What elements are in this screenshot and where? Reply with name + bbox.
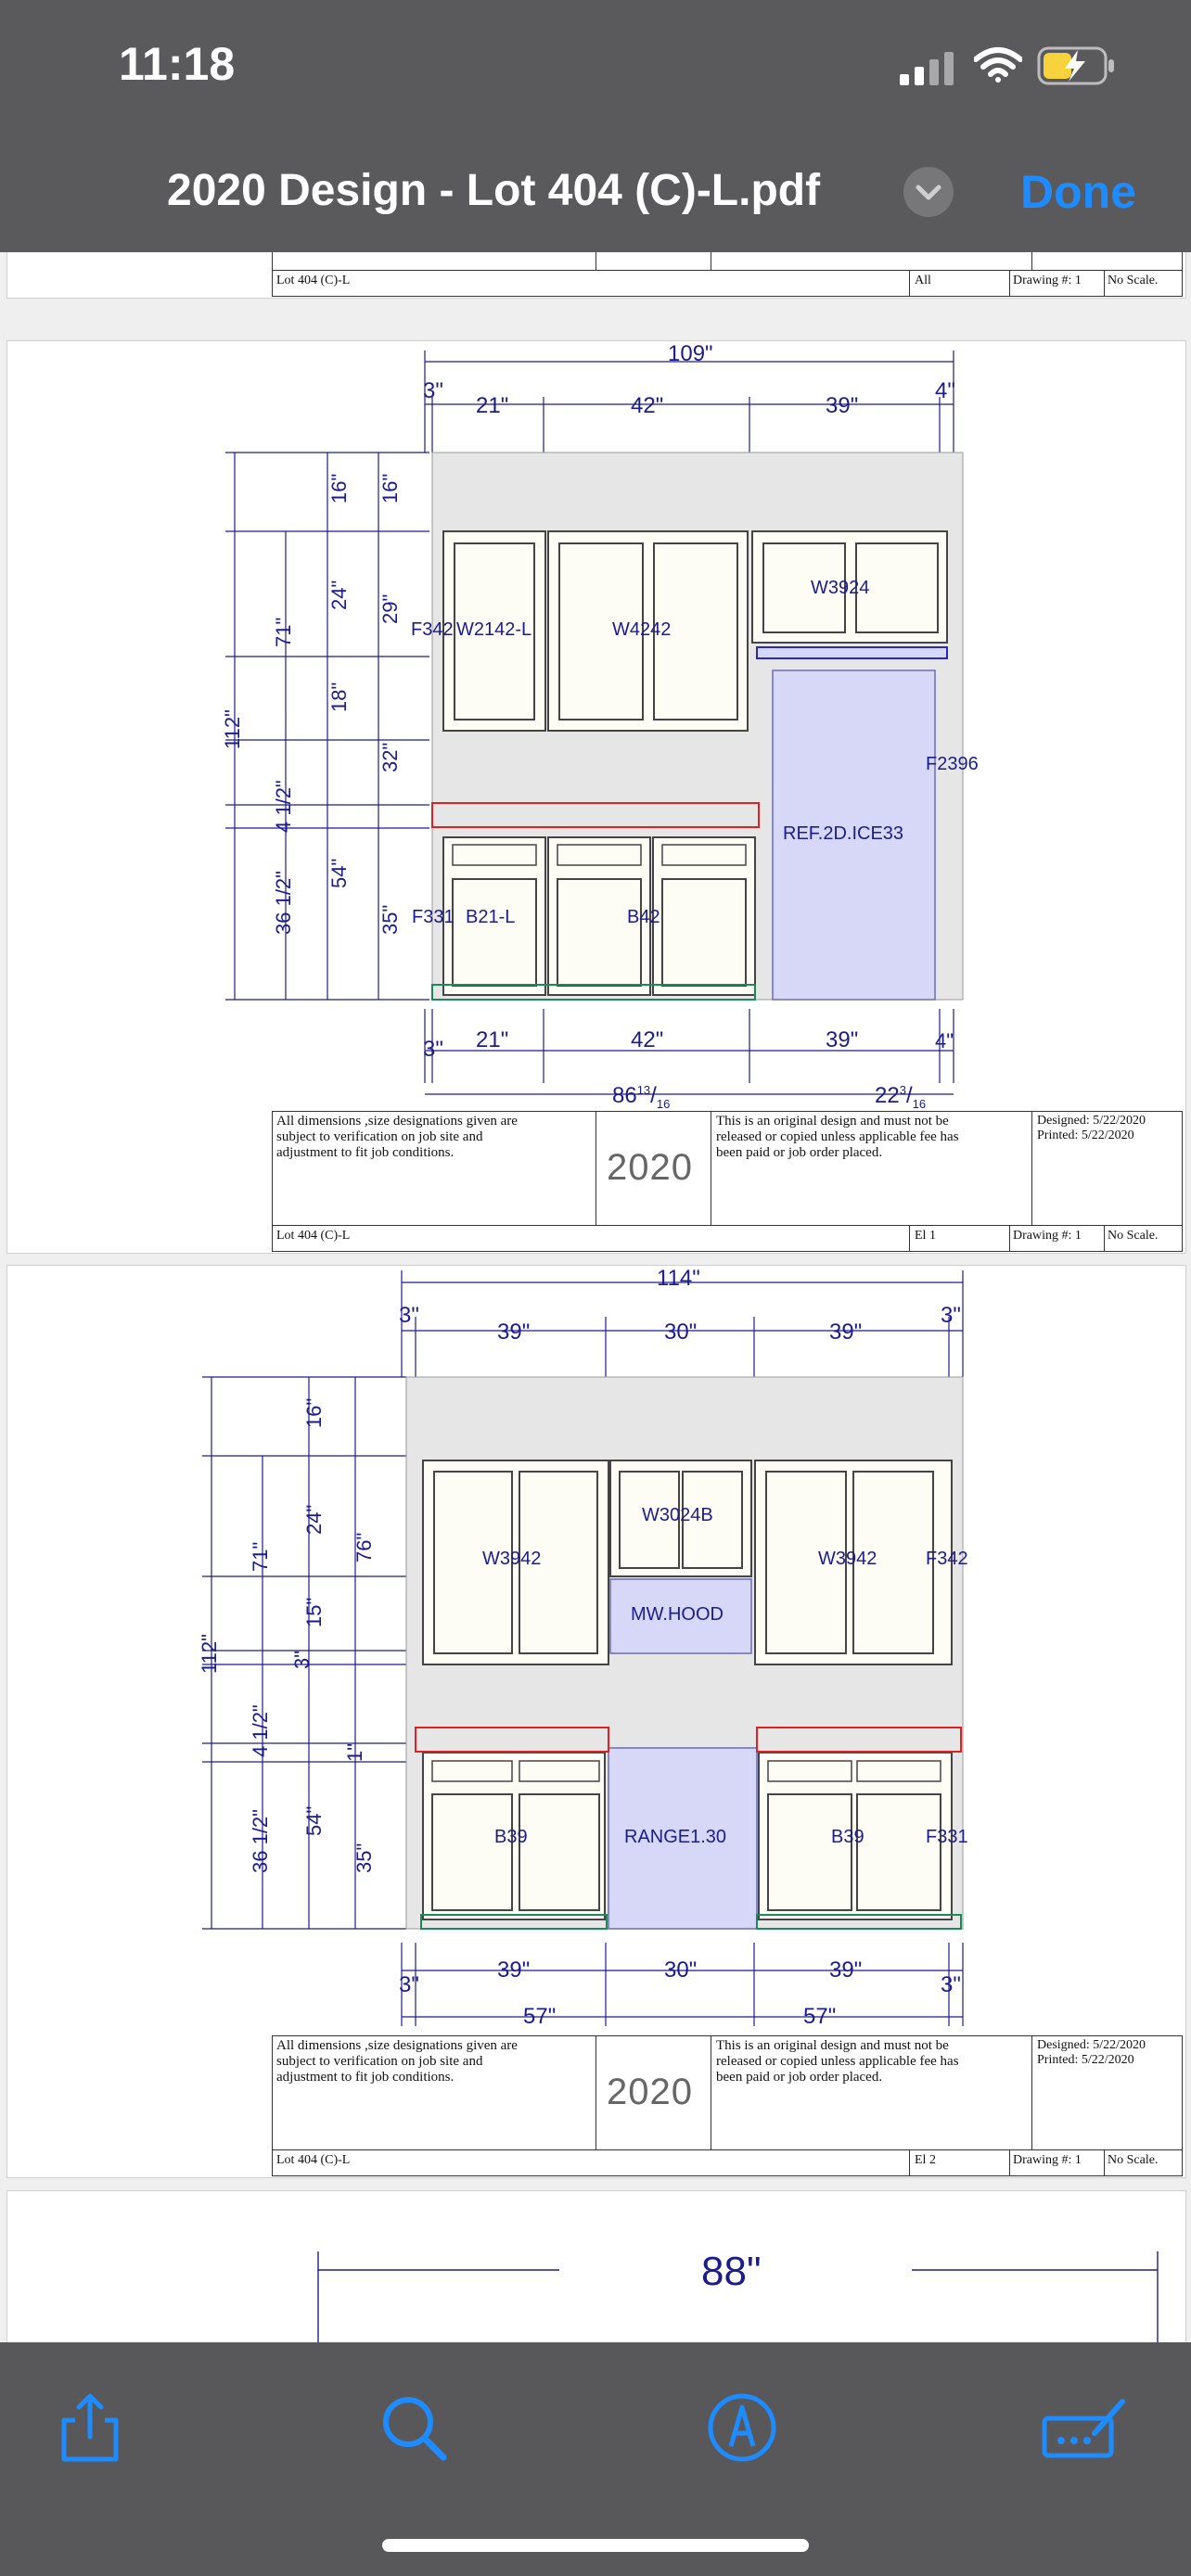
- bottom-toolbar: [0, 2342, 1191, 2576]
- bottom-dim-2: 39": [497, 1958, 531, 1983]
- elevation-3-drawing: [7, 2191, 1185, 2342]
- cabinet-label: W2142-L: [456, 619, 532, 640]
- printed-date: Printed: 5/22/2020: [1037, 1129, 1134, 1142]
- cabinet-label: B39: [831, 1827, 864, 1847]
- left-dim-24: 24": [327, 580, 351, 610]
- edge-dim-32: 32": [378, 742, 402, 772]
- share-icon: [51, 2389, 129, 2467]
- drawing-number: Drawing #: 1: [1013, 1229, 1082, 1243]
- left-dim-3: 3": [290, 1650, 314, 1669]
- left-dim-36-5: 36 1/2": [249, 1809, 272, 1873]
- cabinet-label: W3924: [811, 578, 870, 598]
- cabinet-label: B39: [494, 1827, 528, 1847]
- disclaimer-note: All dimensions ,size designations given are subject to verification on job site and adjustment to fit job conditions.: [276, 1114, 518, 1160]
- view-name: All: [915, 274, 931, 287]
- overall-width-dim: 109": [668, 341, 713, 366]
- markup-button[interactable]: [703, 2389, 781, 2467]
- original-design-note: This is an original design and must not be released or copied unless applicable fee has been paid or job order placed.: [716, 1114, 959, 1160]
- edge-dim-16: 16": [378, 473, 402, 504]
- bottom-dim-5: 4": [935, 1029, 954, 1052]
- bottom-total-2: $22^3/_{16}$: [875, 1083, 927, 1111]
- top-dim-5: 3": [941, 1303, 961, 1328]
- top-dim-4: 39": [826, 393, 859, 418]
- left-dim-18: 18": [327, 682, 351, 712]
- left-dim-24: 24": [302, 1504, 326, 1535]
- left-dim-4-5: 4 1/2": [249, 1704, 272, 1757]
- 2020-logo: 2020: [607, 2072, 693, 2112]
- cabinet-label: MW.HOOD: [631, 1604, 724, 1625]
- designed-date: Designed: 5/22/2020: [1037, 1114, 1146, 1128]
- bottom-dim-2: 21": [476, 1027, 509, 1052]
- cabinet-label: RANGE1.30: [624, 1827, 727, 1847]
- overall-width-dim: 114": [657, 1266, 700, 1291]
- nav-bar: [0, 139, 1191, 252]
- left-dim-112: 112": [221, 709, 244, 749]
- job-name: Lot 404 (C)-L: [276, 2153, 351, 2167]
- left-dim-4-5: 4 1/2": [272, 780, 295, 833]
- cabinet-label: F2396: [926, 754, 979, 774]
- signature-icon: [1039, 2389, 1132, 2467]
- left-dim-71: 71": [272, 617, 295, 647]
- title-block-partial: [272, 252, 1183, 297]
- overall-width-dim: 88": [701, 2249, 762, 2294]
- original-design-note: This is an original design and must not be released or copied unless applicable fee has been paid or job order placed.: [716, 2038, 959, 2085]
- cabinet-label: B42: [627, 907, 660, 927]
- cabinet-label: REF.2D.ICE33: [783, 823, 904, 844]
- cabinet-label: W3942: [482, 1549, 542, 1569]
- chevron-down-icon: [903, 167, 954, 217]
- home-indicator[interactable]: [382, 2539, 809, 2552]
- bottom-dim-4: 39": [826, 1027, 859, 1052]
- clock: 11:18: [119, 38, 236, 90]
- signature-button[interactable]: [1039, 2389, 1132, 2467]
- share-button[interactable]: [51, 2389, 129, 2467]
- top-dim-5: 4": [935, 378, 955, 403]
- job-name: Lot 404 (C)-L: [276, 274, 351, 287]
- edge-dim-1: 1": [343, 1742, 366, 1762]
- search-icon: [375, 2389, 453, 2467]
- bottom-dim-1: 3": [423, 1037, 443, 1062]
- search-button[interactable]: [375, 2389, 453, 2467]
- drawing-number: Drawing #: 1: [1013, 274, 1082, 287]
- bottom-total-2: 57": [803, 2004, 837, 2029]
- edge-dim-35: 35": [352, 1843, 376, 1873]
- view-name: El 2: [915, 2153, 936, 2167]
- printed-date: Printed: 5/22/2020: [1037, 2053, 1134, 2067]
- top-dim-3: 30": [664, 1320, 698, 1345]
- edge-dim-35: 35": [378, 904, 402, 935]
- bottom-dim-1: 3": [399, 1972, 419, 1997]
- pdf-viewer[interactable]: [0, 252, 1191, 2342]
- left-dim-112: 112": [198, 1634, 221, 1674]
- drawing-number: Drawing #: 1: [1013, 2153, 1082, 2167]
- scale: No Scale.: [1108, 1229, 1159, 1243]
- left-dim-36-5: 36 1/2": [272, 871, 295, 935]
- pdf-page-top: [6, 252, 1186, 299]
- bottom-dim-3: 30": [664, 1958, 698, 1983]
- scale: No Scale.: [1108, 274, 1159, 287]
- bottom-dim-3: 42": [631, 1027, 664, 1052]
- scale: No Scale.: [1108, 2153, 1159, 2167]
- edge-dim-76: 76": [352, 1532, 376, 1562]
- top-dim-3: 42": [631, 393, 664, 418]
- disclaimer-note: All dimensions ,size designations given are subject to verification on job site and adjustment to fit job conditions.: [276, 2038, 518, 2085]
- title-block: [272, 1111, 1183, 1252]
- markup-icon: [703, 2389, 781, 2467]
- bottom-total-1: 57": [523, 2004, 557, 2029]
- status-bar: [0, 0, 1191, 139]
- edge-dim-29: 29": [378, 593, 402, 624]
- top-dim-1: 3": [399, 1303, 419, 1328]
- cabinet-label: F342: [926, 1549, 968, 1569]
- cabinet-label: W4242: [612, 619, 672, 640]
- title-block: [272, 2035, 1183, 2176]
- done-button[interactable]: Done: [1020, 166, 1136, 218]
- 2020-logo: 2020: [607, 1147, 693, 1188]
- top-dim-2: 39": [497, 1320, 531, 1345]
- wifi-icon: [974, 46, 1022, 83]
- bottom-dim-4: 39": [829, 1958, 863, 1983]
- left-dim-54: 54": [327, 858, 351, 888]
- pdf-page-elevation-2: [6, 1265, 1186, 2178]
- cabinet-label: F342: [411, 619, 454, 640]
- top-dim-2: 21": [476, 393, 509, 418]
- title-menu-button[interactable]: [903, 167, 954, 217]
- document-title[interactable]: 2020 Design - Lot 404 (C)-L.pdf: [167, 166, 821, 215]
- left-dim-16: 16": [327, 473, 351, 504]
- battery-charging-icon: [1037, 46, 1117, 85]
- left-dim-16: 16": [302, 1397, 326, 1428]
- cabinet-label: F331: [412, 907, 455, 927]
- cabinet-label: W3942: [818, 1549, 877, 1569]
- left-dim-15: 15": [302, 1597, 326, 1627]
- cabinet-label: W3024B: [642, 1505, 713, 1525]
- pdf-page-elevation-1: [6, 340, 1186, 1254]
- left-dim-71: 71": [249, 1541, 272, 1572]
- job-name: Lot 404 (C)-L: [276, 1229, 351, 1243]
- designed-date: Designed: 5/22/2020: [1037, 2038, 1146, 2052]
- cabinet-label: F331: [926, 1827, 968, 1847]
- top-dim-4: 39": [829, 1320, 863, 1345]
- bottom-dim-5: 3": [941, 1972, 961, 1997]
- bottom-total-1: $86^{13}/_{16}$: [612, 1083, 671, 1111]
- left-dim-54: 54": [302, 1805, 326, 1836]
- cabinet-label: B21-L: [466, 907, 516, 927]
- pdf-page-elevation-3: [6, 2190, 1186, 2342]
- signal-icon: [900, 52, 957, 85]
- view-name: El 1: [915, 1229, 936, 1243]
- top-dim-1: 3": [423, 378, 443, 403]
